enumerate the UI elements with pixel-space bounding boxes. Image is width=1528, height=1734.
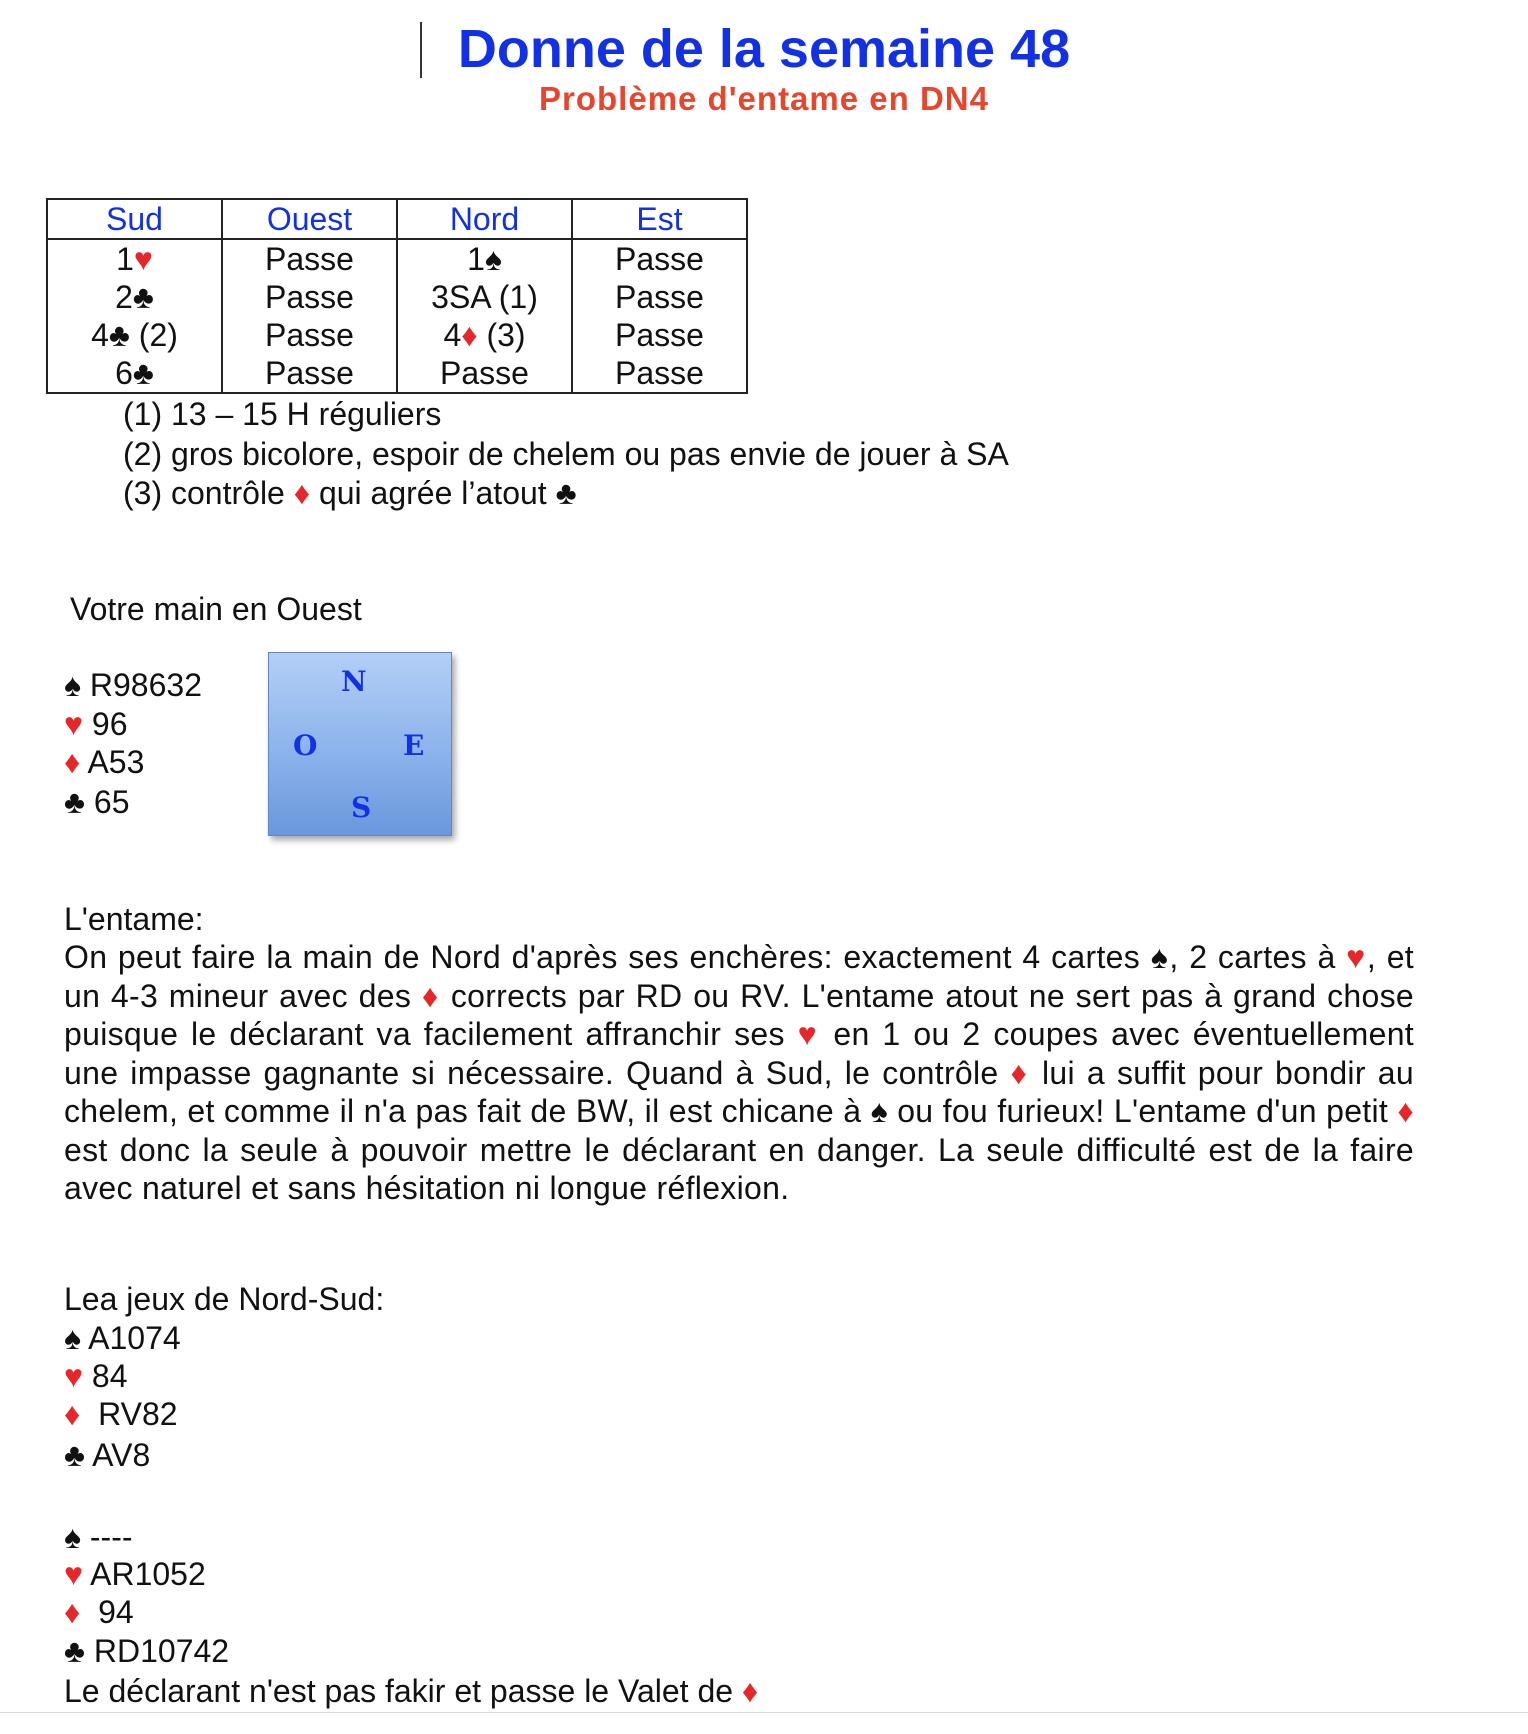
bid-cell: 4♦ (3) (397, 316, 572, 354)
bid-cell: Passe (572, 354, 747, 393)
bid-cell: Passe (397, 354, 572, 393)
west-clubs: ♣ 65 (64, 784, 130, 820)
club-icon: ♣ (132, 279, 154, 315)
south-clubs: ♣ RD10742 (64, 1633, 230, 1669)
club-icon: ♣ (132, 355, 154, 391)
bid-cell: Passe (572, 278, 747, 316)
heart-icon: ♥ (64, 1556, 83, 1592)
south-hearts: ♥ AR1052 (64, 1556, 206, 1592)
south-spades: ♠ ---- (64, 1519, 133, 1555)
header-nord: Nord (397, 199, 572, 239)
heart-icon: ♥ (64, 1358, 83, 1394)
south-diamonds: ♦ 94 (64, 1594, 134, 1630)
west-diamonds: ♦ A53 (64, 744, 145, 780)
bid-cell: Passe (222, 316, 397, 354)
note-3: (3) contrôle ♦ qui agrée l’atout ♣ (123, 475, 577, 511)
spade-icon: ♠ (484, 241, 502, 277)
bidding-row (47, 316, 747, 354)
bid-cell: 3SA (1) (397, 278, 572, 316)
text-cursor (420, 22, 422, 78)
page-title: Donne de la semaine 48 (457, 19, 1071, 79)
bidding-row (47, 354, 747, 393)
heart-icon: ♥ (797, 1016, 821, 1052)
bid-cell: Passe (222, 239, 397, 278)
north-spades: ♠ A1074 (64, 1320, 181, 1356)
north-hearts: ♥ 84 (64, 1358, 128, 1394)
north-south-heading: Lea jeux de Nord-Sud: (64, 1281, 385, 1317)
spade-icon: ♠ (870, 1093, 888, 1129)
page-bottom-divider (0, 1712, 1528, 1713)
bid-cell: Passe (222, 278, 397, 316)
bidding-table (46, 198, 748, 394)
club-icon: ♣ (64, 1437, 85, 1473)
heart-icon: ♥ (133, 241, 153, 277)
heart-icon: ♥ (1346, 939, 1367, 975)
diamond-icon: ♦ (461, 317, 478, 353)
bid-cell: 4♣ (2) (47, 316, 222, 354)
club-icon: ♣ (64, 1633, 85, 1669)
lead-paragraph: On peut faire la main de Nord d'après ses enchères: exactement 4 cartes ♠, 2 cartes à ♥, et un 4-3 mineur avec des ♦ corrects par RD ou RV. L'entame atout ne sert pas à grand chose puisque le déclarant va facilement affranchir ses ♥ en 1 ou 2 coupes avec éventuellement une impasse gagnante si nécessaire. Quand à Sud, le contrôle ♦ lui a suffit pour bondir au chelem, et comme il n'a pas fait de BW, il est chicane à ♠ ou fou furieux! L'entame d'un petit ♦ est donc la seule à pouvoir mettre le déclarant en danger. La seule difficulté est de la faire avec naturel et sans hésitation ni longue réflexion. (64, 939, 1414, 1206)
bid-cell: Passe (572, 239, 747, 278)
diamond-icon: ♦ (64, 1594, 81, 1630)
bidding-row (47, 239, 747, 278)
header-est: Est (572, 199, 747, 239)
note-1: (1) 13 – 15 H réguliers (123, 396, 442, 432)
west-hand-heading: Votre main en Ouest (70, 591, 362, 627)
bidding-header-row (47, 199, 747, 239)
note-2: (2) gros bicolore, espoir de chelem ou pas envie de jouer à SA (123, 436, 1009, 472)
bid-cell: Passe (222, 354, 397, 393)
diamond-icon: ♦ (64, 744, 81, 780)
lead-heading: L'entame: (64, 901, 204, 937)
club-icon: ♣ (555, 475, 577, 511)
diamond-icon: ♦ (421, 977, 441, 1014)
west-hearts: ♥ 96 (64, 706, 128, 742)
diamond-icon: ♦ (64, 1396, 81, 1432)
compass-box (268, 652, 452, 836)
closing-line: Le déclarant n'est pas fakir et passe le Valet de ♦ (64, 1673, 759, 1709)
spade-icon: ♠ (1150, 939, 1170, 975)
compass-south: S (351, 791, 372, 824)
club-icon: ♣ (108, 317, 130, 353)
compass-east: E (403, 729, 425, 762)
north-clubs: ♣ AV8 (64, 1437, 151, 1473)
header-sud: Sud (47, 199, 222, 239)
compass-west: O (293, 729, 318, 762)
bid-cell: 2♣ (47, 278, 222, 316)
diamond-icon: ♦ (1010, 1054, 1030, 1091)
bid-cell: 6♣ (47, 354, 222, 393)
header-ouest: Ouest (222, 199, 397, 239)
page-subtitle: Problème d'entame en DN4 (539, 80, 989, 117)
spade-icon: ♠ (64, 1320, 81, 1356)
spade-icon: ♠ (64, 667, 81, 703)
west-spades: ♠ R98632 (64, 667, 202, 703)
heart-icon: ♥ (64, 706, 83, 742)
bid-cell: 1♠ (397, 239, 572, 278)
bid-cell: 1♥ (47, 239, 222, 278)
diamond-icon: ♦ (741, 1673, 759, 1709)
spade-icon: ♠ (64, 1519, 81, 1555)
compass-north: N (341, 665, 367, 698)
diamond-icon: ♦ (1397, 1093, 1414, 1129)
bidding-row (47, 278, 747, 316)
diamond-icon: ♦ (293, 475, 311, 511)
club-icon: ♣ (64, 784, 85, 820)
bid-cell: Passe (572, 316, 747, 354)
north-diamonds: ♦ RV82 (64, 1396, 178, 1432)
